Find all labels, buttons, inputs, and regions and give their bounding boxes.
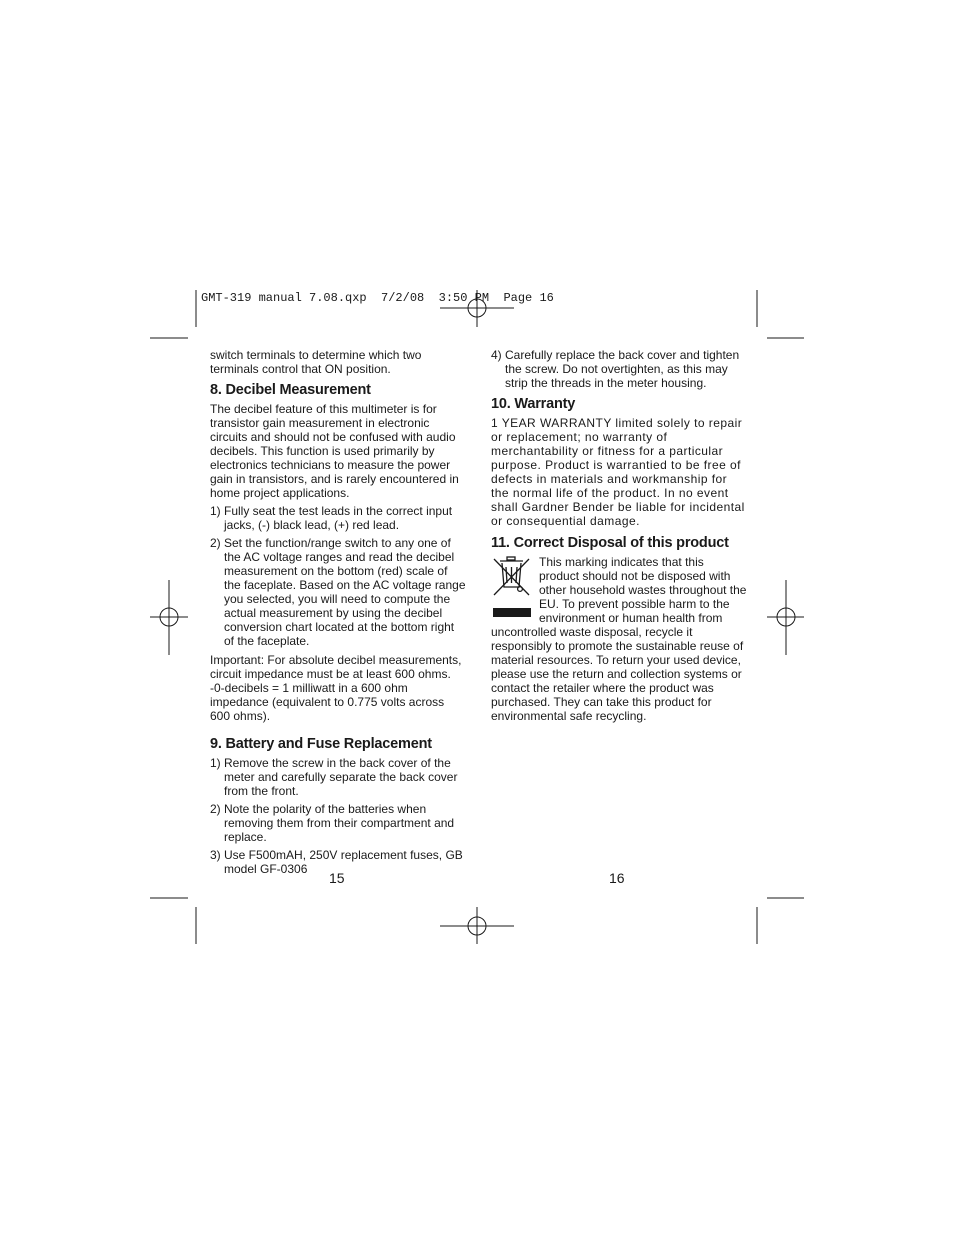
crossed-out-wheelie-bin-icon (491, 553, 533, 619)
list-number: 2) (210, 802, 221, 816)
disposal-paragraph: This marking indicates that this product should not be disposed with other household wastes throughout the EU. To prevent possible harm to the environment or human health from uncontrolled waste disposal, recycle it responsibly to promote the sustainable reuse of material resources. To return your used device, please use the return and collection systems or contact the retailer where the product was purchased. They can take this product for environmental safe recycling. (491, 555, 747, 723)
list-text: Fully seat the test leads in the correct input jacks, (-) black lead, (+) red lead. (224, 504, 453, 532)
list-text: Use F500mAH, 250V replacement fuses, GB model GF-0306 (224, 848, 463, 876)
list-item (210, 756, 466, 798)
list-number: 1) (210, 504, 221, 518)
page-number-left: 15 (329, 870, 345, 886)
list-number: 1) (210, 756, 221, 770)
right-page-column (491, 348, 747, 723)
important-note: Important: For absolute decibel measurements, circuit impedance must be at least 600 ohms. -0-decibels = 1 milliwatt in a 600 ohm impedance (equivalent to 0.775 volts across 600 ohms). (210, 653, 462, 723)
list-text: Carefully replace the back cover and tighten the screw. Do not overtighten, as this may strip the threads in the meter housing. (505, 348, 740, 390)
registration-mark-icon (150, 580, 188, 655)
section-9-title: 9. Battery and Fuse Replacement (210, 736, 432, 752)
list-item (491, 348, 747, 390)
disposal-block (491, 555, 747, 723)
page-number-right: 16 (609, 870, 625, 886)
list-number: 3) (210, 848, 221, 862)
list-number: 2) (210, 536, 221, 550)
list-text: Set the function/range switch to any one of the AC voltage ranges and read the decibel measurement on the bottom (red) scale of the faceplate. Based on the AC voltage range you selected, you will need to compute the actual measurement by using the decibel conversion chart located at the bottom right of the faceplate. (224, 536, 466, 648)
list-text: Note the polarity of the batteries when removing them from their compartment and replace. (224, 802, 455, 844)
list-number: 4) (491, 348, 502, 362)
list-item (210, 802, 466, 844)
file-slug: GMT-319 manual 7.08.qxp 7/2/08 3:50 PM Page 16 (201, 291, 554, 305)
intro-paragraph: switch terminals to determine which two terminals control that ON position. (210, 348, 422, 376)
list-text: Remove the screw in the back cover of the meter and carefully separate the back cover from the front. (224, 756, 458, 798)
section-8-title: 8. Decibel Measurement (210, 382, 371, 398)
warranty-paragraph: 1 YEAR WARRANTY limited solely to repair or replacement; no warranty of merchantability or fitness for a particular purpose. Product is warrantied to be free of defects in materials and workmanship for the normal life of the product. In no event shall Gardner Bender be liable for incidental or consequential damage. (491, 416, 745, 528)
list-item (210, 504, 466, 532)
section-10-title: 10. Warranty (491, 396, 576, 412)
list-item (210, 536, 466, 648)
registration-mark-icon (767, 580, 804, 655)
left-page-column (210, 348, 466, 876)
registration-mark-icon (440, 907, 514, 944)
section-8-paragraph: The decibel feature of this multimeter is for transistor gain measurement in electronic circuits and should not be confused with audio decibels. This function is used primarily by electronics technicians to measure the power gain in transistors, and is rarely encountered in home project applications. (210, 402, 459, 500)
section-11-title: 11. Correct Disposal of this product (491, 535, 729, 551)
